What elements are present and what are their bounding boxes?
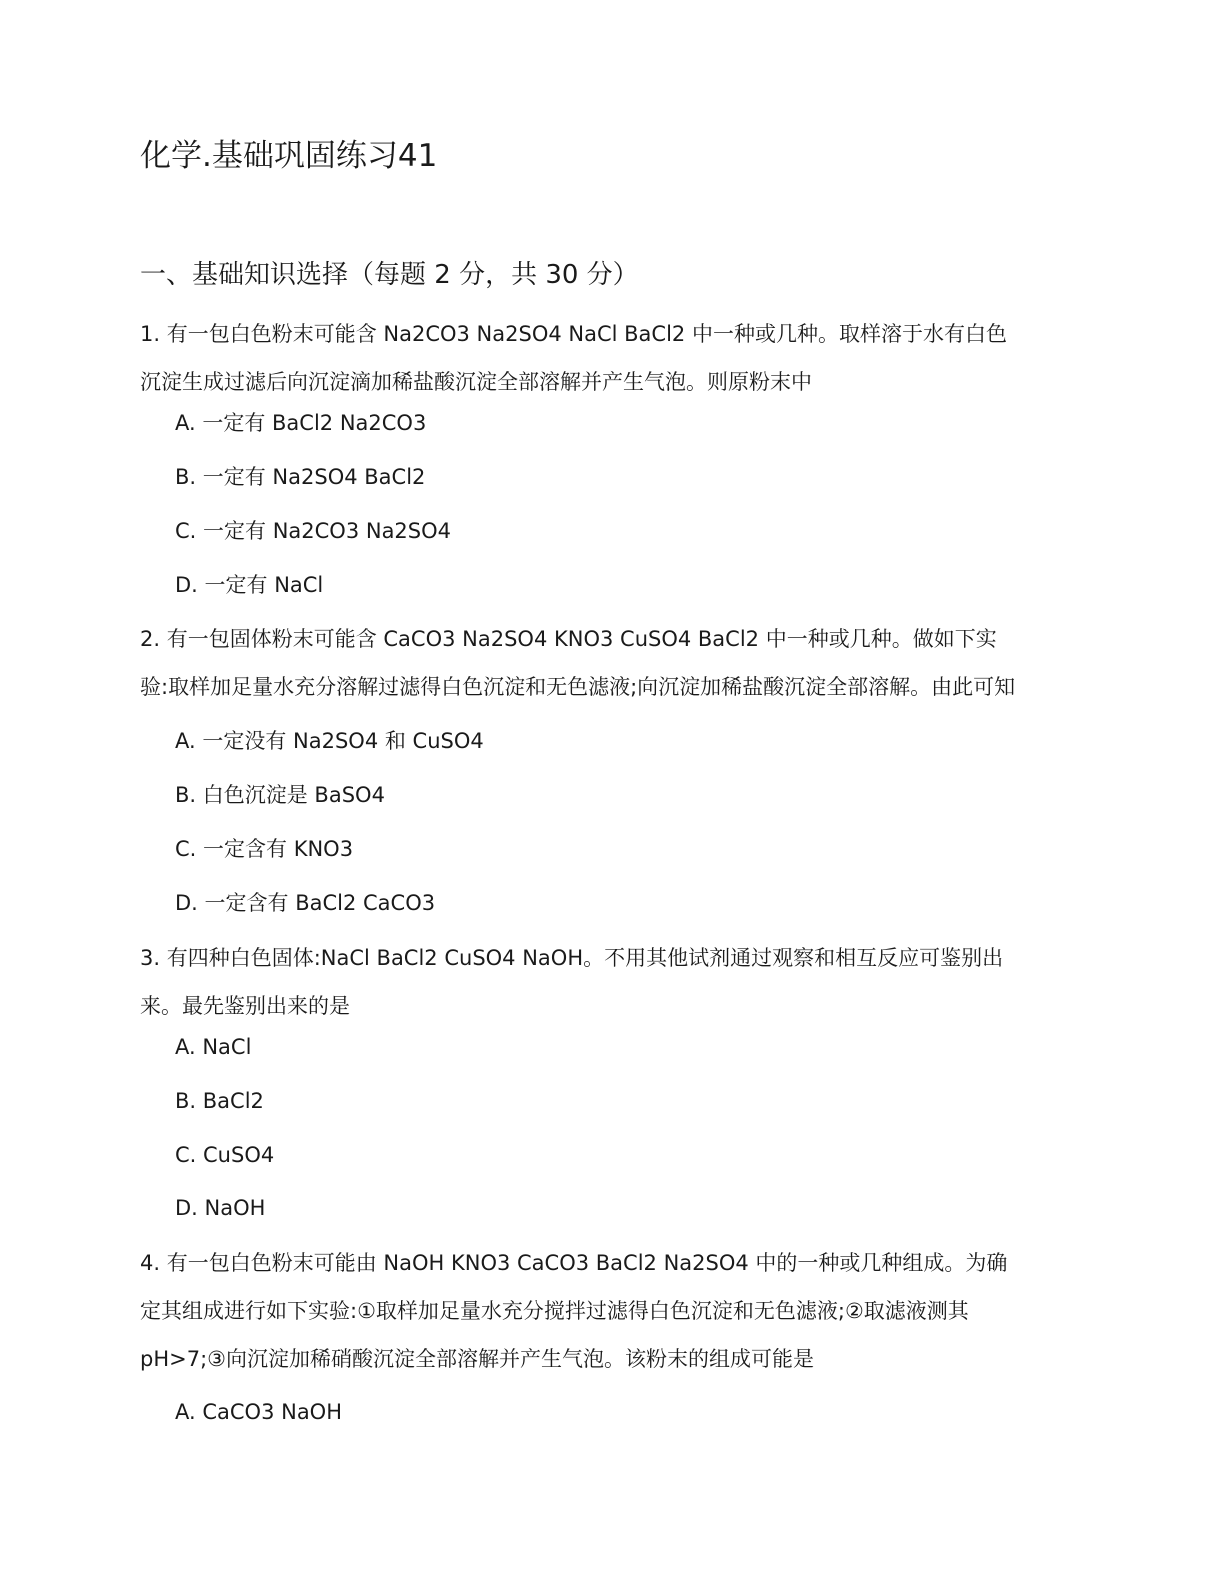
question-2-line-1: 2. 有一包固体粉末可能含 CaCO3 Na2SO4 KNO3 CuSO4 BaCl2 中一种或几种。做如下实 [140,627,997,651]
question-3-option-a: A. NaCl [175,1035,252,1059]
document-title: 化学.基础巩固练习41 [140,138,438,174]
question-1-option-c: C. 一定有 Na2CO3 Na2SO4 [175,519,452,543]
section-heading: 一、基础知识选择（每题 2 分，共 30 分） [140,260,639,290]
question-1-option-d: D. 一定有 NaCl [175,573,324,597]
question-3-line-1: 3. 有四种白色固体:NaCl BaCl2 CuSO4 NaOH。不用其他试剂通过观察和相互反应可鉴别出 [140,946,1004,970]
question-4 [140,1239,1080,1383]
question-3-line-2: 来。最先鉴别出来的是 [140,994,350,1018]
question-2-option-b: B. 白色沉淀是 BaSO4 [175,783,385,807]
question-3-option-b: B. BaCl2 [175,1089,264,1113]
question-3-option-d: D. NaOH [175,1196,266,1220]
question-1-option-a: A. 一定有 BaCl2 Na2CO3 [175,411,427,435]
question-1 [140,310,1080,406]
question-4-option-a: A. CaCO3 NaOH [175,1400,343,1424]
question-4-line-1: 4. 有一包白色粉末可能由 NaOH KNO3 CaCO3 BaCl2 Na2SO4 中的一种或几种组成。为确 [140,1251,1008,1275]
question-4-line-3: pH>7;③向沉淀加稀硝酸沉淀全部溶解并产生气泡。该粉末的组成可能是 [140,1347,814,1371]
question-2-option-c: C. 一定含有 KNO3 [175,837,354,861]
question-2 [140,615,1080,711]
question-1-line-2: 沉淀生成过滤后向沉淀滴加稀盐酸沉淀全部溶解并产生气泡。则原粉末中 [140,370,812,394]
question-1-line-1: 1. 有一包白色粉末可能含 Na2CO3 Na2SO4 NaCl BaCl2 中一种或几种。取样溶于水有白色 [140,322,1007,346]
question-3 [140,934,1080,1030]
question-2-option-d: D. 一定含有 BaCl2 CaCO3 [175,891,436,915]
question-1-option-b: B. 一定有 Na2SO4 BaCl2 [175,465,426,489]
question-2-option-a: A. 一定没有 Na2SO4 和 CuSO4 [175,729,484,753]
question-2-line-2: 验:取样加足量水充分溶解过滤得白色沉淀和无色滤液;向沉淀加稀盐酸沉淀全部溶解。由此可知 [140,675,1016,699]
question-3-option-c: C. CuSO4 [175,1143,275,1167]
question-4-line-2: 定其组成进行如下实验:①取样加足量水充分搅拌过滤得白色沉淀和无色滤液;②取滤液测其 [140,1299,969,1323]
